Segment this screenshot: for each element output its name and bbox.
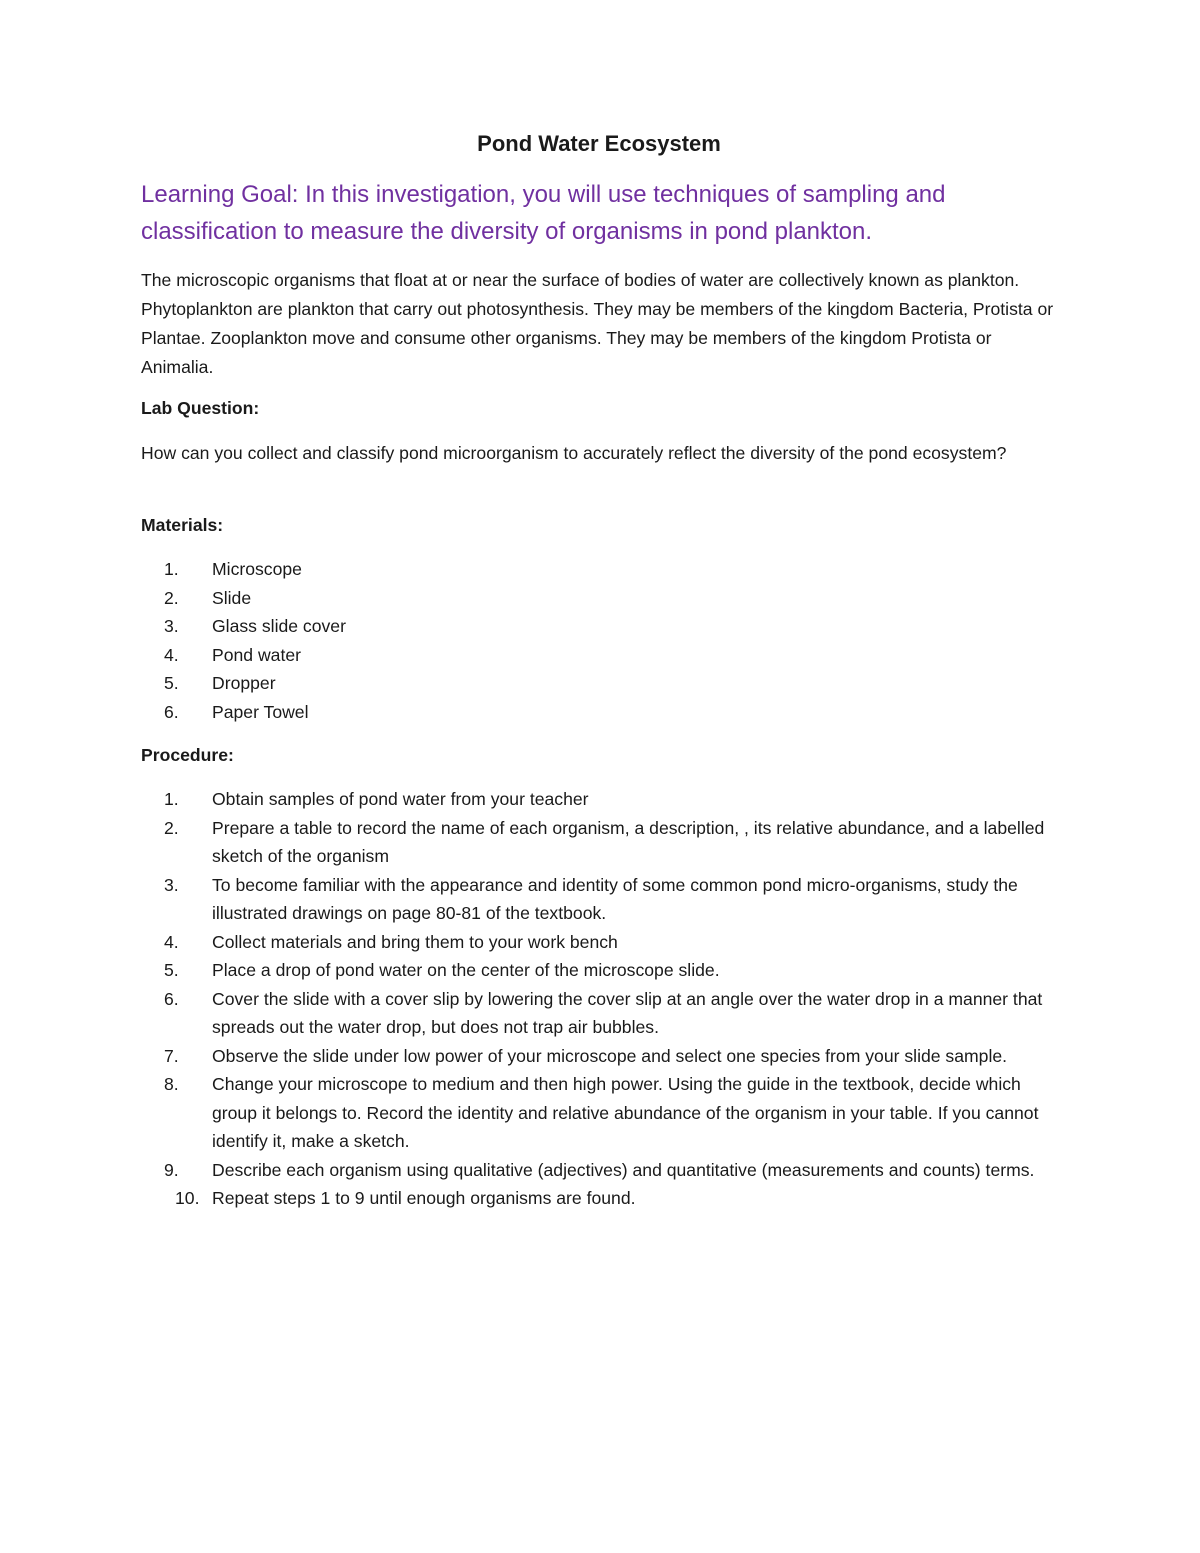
list-item bbox=[141, 584, 741, 613]
lab-question-heading: Lab Question: bbox=[141, 398, 260, 418]
list-number: 4. bbox=[164, 644, 179, 665]
list-number: 2. bbox=[164, 587, 179, 608]
list-item bbox=[141, 1042, 1059, 1071]
list-number: 5. bbox=[164, 960, 179, 980]
list-text: Collect materials and bring them to your work bench bbox=[212, 931, 618, 952]
list-text: Paper Towel bbox=[212, 701, 309, 722]
list-item bbox=[141, 669, 741, 698]
materials-list bbox=[141, 555, 741, 726]
list-item bbox=[141, 1070, 1059, 1156]
list-text: Glass slide cover bbox=[212, 616, 346, 636]
list-text: Observe the slide under low power of your microscope and select one species from your slide sample. bbox=[212, 1045, 1008, 1066]
list-text: Microscope bbox=[212, 559, 302, 579]
procedure-list bbox=[141, 785, 1059, 1213]
list-number: 6. bbox=[164, 988, 179, 1009]
list-number: 2. bbox=[164, 817, 179, 838]
list-item bbox=[141, 814, 1059, 871]
list-item bbox=[141, 698, 741, 727]
list-number: 9. bbox=[164, 1159, 179, 1180]
list-text: Repeat steps 1 to 9 until enough organisms are found. bbox=[212, 1188, 636, 1208]
list-number: 3. bbox=[164, 874, 179, 895]
list-number: 3. bbox=[164, 616, 179, 636]
list-number: 4. bbox=[164, 931, 179, 952]
materials-heading: Materials: bbox=[141, 515, 224, 535]
list-number: 10. bbox=[175, 1188, 200, 1208]
list-number: 5. bbox=[164, 673, 179, 693]
list-item bbox=[141, 612, 741, 641]
list-item bbox=[141, 956, 1059, 985]
list-text: Describe each organism using qualitative (adjectives) and quantitative (measurements and counts) terms. bbox=[212, 1159, 1035, 1180]
list-item bbox=[141, 641, 741, 670]
list-item bbox=[141, 928, 1059, 957]
list-number: 8. bbox=[164, 1074, 179, 1094]
list-text: To become familiar with the appearance and identity of some common pond micro-organisms, study the illustrated drawings on page 80-81 of the textbook. bbox=[212, 874, 1018, 923]
list-text: Pond water bbox=[212, 644, 301, 665]
list-text: Prepare a table to record the name of each organism, a description, , its relative abundance, and a labelled sketch of the organism bbox=[212, 817, 1045, 866]
list-item bbox=[141, 985, 1059, 1042]
list-text: Dropper bbox=[212, 673, 276, 693]
intro-paragraph: The microscopic organisms that float at or near the surface of bodies of water are collectively known as plankton. Phytoplankton are plankton that carry out photosynthesis. They may be members of the kingdom Bacteria, Protista or Plantae. Zooplankton move and consume other organisms. They may be members of the kingdom Protista or Animalia. bbox=[141, 270, 1054, 377]
learning-goal: Learning Goal: In this investigation, you will use techniques of sampling and classification to measure the diversity of organisms in pond plankton. bbox=[141, 181, 946, 245]
list-text: Place a drop of pond water on the center of the microscope slide. bbox=[212, 960, 720, 980]
list-text: Cover the slide with a cover slip by lowering the cover slip at an angle over the water drop in a manner that spreads out the water drop, but does not trap air bubbles. bbox=[212, 988, 1043, 1037]
list-text: Slide bbox=[212, 587, 252, 608]
page-title: Pond Water Ecosystem bbox=[477, 131, 721, 156]
procedure-heading: Procedure: bbox=[141, 745, 234, 765]
list-number: 1. bbox=[164, 559, 179, 579]
list-number: 1. bbox=[164, 789, 179, 809]
list-text: Obtain samples of pond water from your teacher bbox=[212, 789, 589, 809]
list-item bbox=[141, 785, 1059, 814]
list-item bbox=[141, 1184, 1059, 1213]
list-number: 6. bbox=[164, 701, 179, 722]
lab-question-text: How can you collect and classify pond microorganism to accurately reflect the diversity of the pond ecosystem? bbox=[141, 443, 1007, 463]
list-item bbox=[141, 871, 1059, 928]
list-item bbox=[141, 555, 741, 584]
list-number: 7. bbox=[164, 1045, 179, 1066]
list-item bbox=[141, 1156, 1059, 1185]
list-text: Change your microscope to medium and then high power. Using the guide in the textbook, decide which group it belongs to. Record the identity and relative abundance of the organism in your table. If you cannot identify it, make a sketch. bbox=[212, 1074, 1039, 1151]
